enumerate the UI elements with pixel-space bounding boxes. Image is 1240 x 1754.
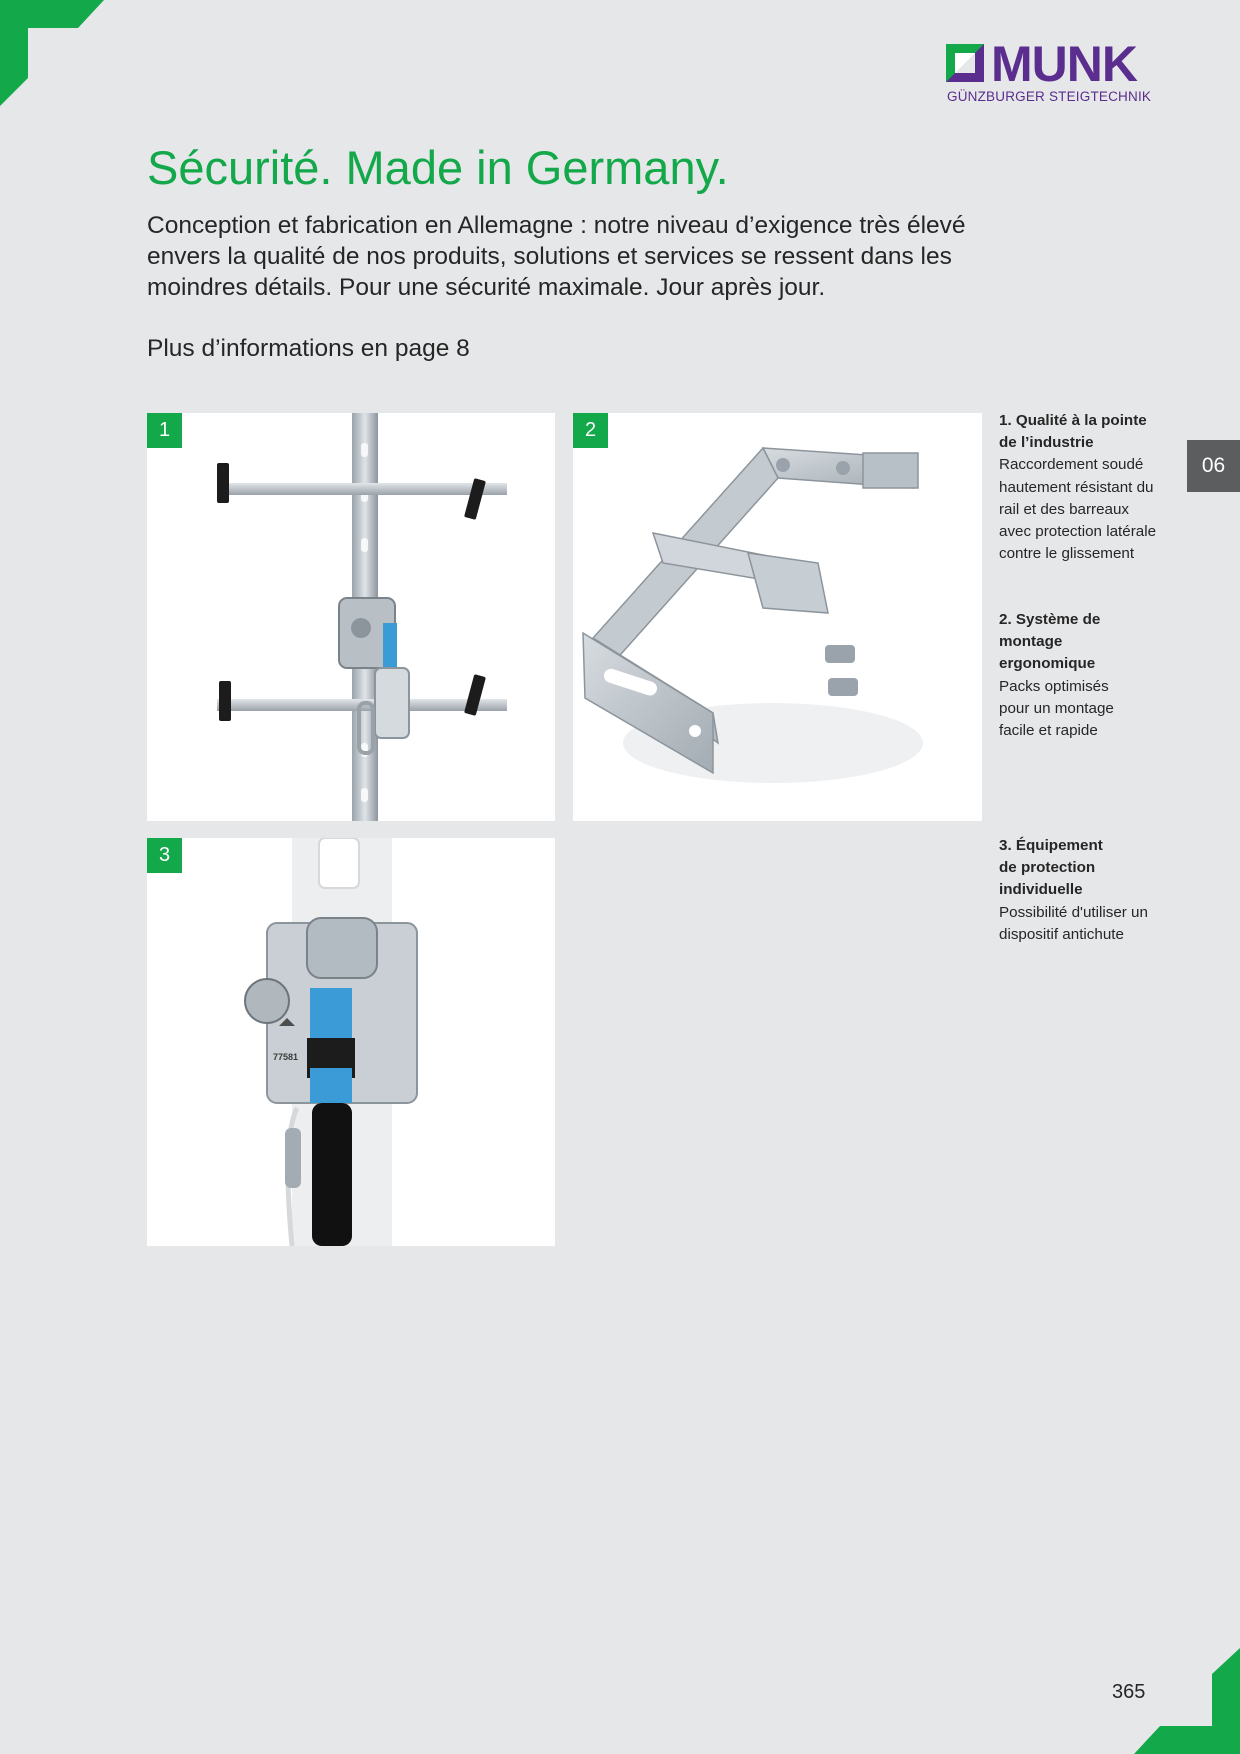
chapter-tab: 06: [1187, 440, 1240, 492]
page-number: 365: [1112, 1681, 1146, 1703]
caption-3: [999, 835, 1159, 946]
photo-2-badge: 2: [573, 413, 608, 448]
caption-3-title: 3. Équipement de protection individuelle: [999, 837, 1103, 899]
photo-2: [573, 413, 982, 821]
serial-number-label: 77581: [273, 1052, 299, 1062]
munk-logo: [946, 36, 1152, 106]
top-left-corner-accent: [0, 0, 110, 110]
logo-tagline: GÜNZBURGER STEIGTECHNIK: [947, 89, 1152, 104]
logo-wordmark: MUNK: [991, 36, 1137, 92]
caption-1: [999, 410, 1159, 565]
bottom-right-corner-accent: [1130, 1644, 1240, 1754]
caption-1-title: 1. Qualité à la pointe de l’industrie: [999, 412, 1147, 452]
caption-2-body: Packs optimisés pour un montage facile et rapide: [999, 677, 1114, 740]
photo-3-badge: 3: [147, 838, 182, 873]
photo-1-badge: 1: [147, 413, 182, 448]
more-info-link: Plus d’informations en page 8: [147, 335, 470, 362]
caption-3-body: Possibilité d'utiliser un dispositif antichute: [999, 903, 1148, 943]
caption-1-body: Raccordement soudé hautement résistant du rail et des barreaux avec protection latérale contre le glissement: [999, 456, 1157, 563]
caption-2-title: 2. Système de montage ergonomique: [999, 611, 1101, 673]
caption-2: [999, 609, 1159, 742]
mounting-bracket-photo-icon: [573, 413, 982, 821]
munk-logo-mark-icon: [946, 44, 984, 82]
page-title: Sécurité. Made in Germany.: [147, 141, 729, 194]
fall-arrester-detail-photo-icon: [147, 838, 555, 1246]
photo-3: [147, 838, 555, 1246]
ladder-fall-arrester-photo-icon: [147, 413, 555, 821]
photo-1: [147, 413, 555, 821]
intro-paragraph: Conception et fabrication en Allemagne : notre niveau d’exigence très élevé envers la qualité de nos produits, solutions et services se ressent dans les moindres détails. Pour une sécurité maximale. Jour après jour.: [147, 212, 966, 301]
